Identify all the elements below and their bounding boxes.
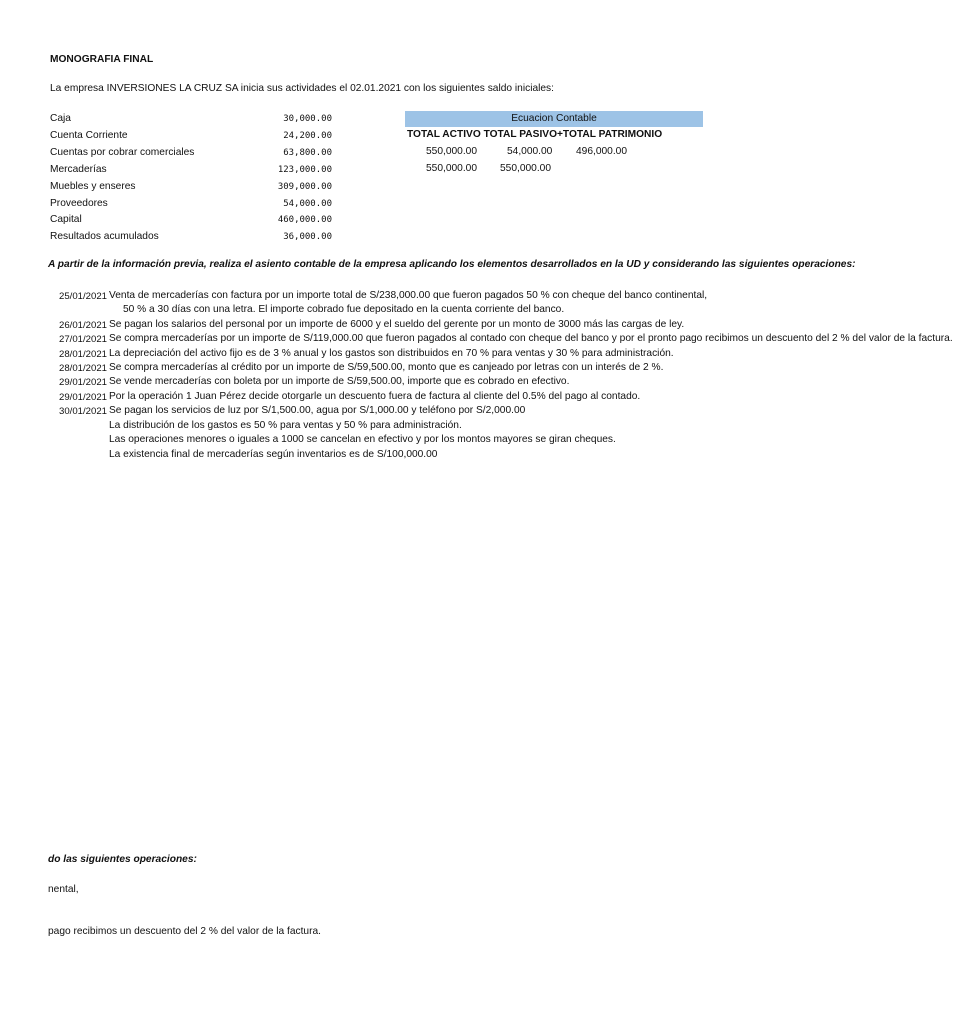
operation-date: 29/01/2021 <box>58 391 107 403</box>
operation-text: Se compra mercaderías por un importe de S/119,000.00 que fueron pagados al contado con cheque del banco y por el pronto pago recibimos un descuento del 2 % del valor de la factura. <box>109 333 953 345</box>
equation-pasivo-patrimonio-check: 550,000.00 <box>500 163 551 174</box>
equation-total-activo: 550,000.00 <box>426 146 477 157</box>
operation-date: 28/01/2021 <box>58 363 107 374</box>
operation-date: 25/01/2021 <box>58 291 107 302</box>
balance-value: 30,000.00 <box>283 114 332 124</box>
equation-total-patrimonio: 496,000.00 <box>576 146 627 157</box>
operation-continuation: 50 % a 30 días con una letra. El importe cobrado fue depositado en la cuenta corriente del banco. <box>123 304 565 316</box>
operation-date: 28/01/2021 <box>58 348 107 360</box>
intro-text: La empresa INVERSIONES LA CRUZ SA inicia sus actividades el 02.01.2021 con los siguientes saldo iniciales: <box>50 83 554 94</box>
operation-date: 30/01/2021 <box>58 406 107 418</box>
balance-label: Muebles y enseres <box>50 180 136 192</box>
balance-value: 54,000.00 <box>283 198 332 209</box>
operation-date: 29/01/2021 <box>58 377 107 389</box>
operation-1-overflow: nental, <box>48 884 79 895</box>
operation-text: Por la operación 1 Juan Pérez decide otorgarle un descuento fuera de factura al cliente del 0.5% del pago al contado. <box>109 390 641 402</box>
balance-label: Caja <box>50 113 71 124</box>
balance-label: Resultados acumulados <box>50 231 159 243</box>
document-title: MONOGRAFIA FINAL <box>50 54 154 65</box>
operation-text: Se vende mercaderías con boleta por un importe de S/59,500.00, importe que es cobrado en efectivo. <box>109 376 570 388</box>
note-payment-rule: Las operaciones menores o iguales a 1000 se cancelan en efectivo y por los montos mayores se giran cheques. <box>109 434 616 445</box>
operation-text: La depreciación del activo fijo es de 3 % anual y los gastos son distribuidos en 70 % para ventas y 30 % para administración. <box>109 347 674 359</box>
balance-label: Cuenta Corriente <box>50 129 128 141</box>
note-final-inventory: La existencia final de mercaderías según inventarios es de S/100,000.00 <box>109 449 438 460</box>
operation-text: Se pagan los salarios del personal por un importe de 6000 y el sueldo del gerente por un monto de 3000 más las cargas de ley. <box>109 318 685 330</box>
balance-label: Mercaderías <box>50 163 107 175</box>
balance-value: 36,000.00 <box>283 232 332 243</box>
operation-text: Se compra mercaderías al crédito por un importe de S/59,500.00, monto que es canjeado por letras con un interés de 2 %. <box>109 362 664 373</box>
operation-3-overflow: pago recibimos un descuento del 2 % del valor de la factura. <box>48 926 321 937</box>
balance-value: 63,800.00 <box>283 147 332 158</box>
equation-columns: TOTAL ACTIVO TOTAL PASIVO+TOTAL PATRIMONIO <box>407 129 663 140</box>
balance-row <box>0 231 768 248</box>
instruction-overflow: do las siguientes operaciones: <box>48 854 197 865</box>
balance-row <box>0 164 768 181</box>
equation-header: Ecuacion Contable <box>405 111 703 127</box>
balance-row <box>0 198 768 215</box>
operation-text: Se pagan los servicios de luz por S/1,500.00, agua por S/1,000.00 y teléfono por S/2,000.00 <box>109 405 526 417</box>
balance-value: 460,000.00 <box>277 215 332 226</box>
operation-date: 27/01/2021 <box>58 334 107 346</box>
balance-label: Capital <box>50 214 82 226</box>
balance-row <box>0 181 768 198</box>
balance-value: 24,200.00 <box>283 130 332 141</box>
equation-activo-check: 550,000.00 <box>426 163 477 174</box>
note-distribution: La distribución de los gastos es 50 % para ventas y 50 % para administración. <box>109 420 462 431</box>
balance-row <box>0 214 768 231</box>
balance-label: Proveedores <box>50 197 108 209</box>
instruction-text: A partir de la información previa, realiza el asiento contable de la empresa aplicando los elementos desarrollados en la UD y considerando las siguientes operaciones: <box>48 259 856 270</box>
balance-value: 309,000.00 <box>277 181 332 192</box>
operation-text: Venta de mercaderías con factura por un importe total de S/238,000.00 que fueron pagados 50 % con cheque del banco continental, <box>109 290 708 301</box>
equation-total-pasivo: 54,000.00 <box>507 146 553 157</box>
balance-row <box>0 147 768 164</box>
operation-date: 26/01/2021 <box>58 319 107 331</box>
balance-label: Cuentas por cobrar comerciales <box>50 146 195 158</box>
balance-value: 123,000.00 <box>277 164 332 175</box>
